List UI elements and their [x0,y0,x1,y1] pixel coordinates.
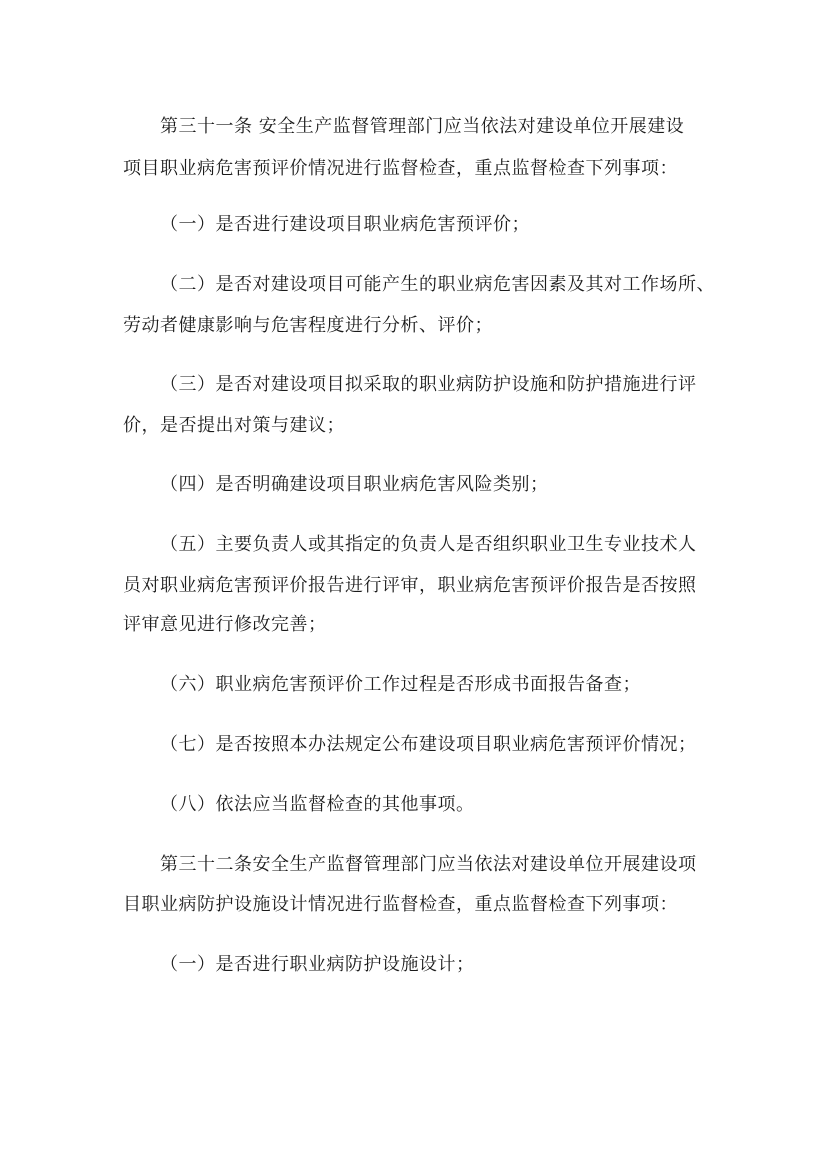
article-31-item-8: （八）依法应当监督检查的其他事项。 [160,794,475,815]
article-31-item-1: （一）是否进行建设项目职业病危害预评价； [160,214,530,235]
article-31-item-5-line-2: 员对职业病危害预评价报告进行评审，职业病危害预评价报告是否按照 [123,575,697,596]
article-31-heading-line-2: 项目职业病危害预评价情况进行监督检查，重点监督检查下列事项： [123,158,678,179]
article-31-item-2-line-2: 劳动者健康影响与危害程度进行分析、评价； [123,315,493,336]
article-31-item-2-line-1: （二）是否对建设项目可能产生的职业病危害因素及其对工作场所、 [160,274,715,295]
article-31-item-3-line-1: （三）是否对建设项目拟采取的职业病防护设施和防护措施进行评 [160,374,697,395]
article-31-item-5-line-1: （五）主要负责人或其指定的负责人是否组织职业卫生专业技术人 [160,534,697,555]
article-31-item-6: （六）职业病危害预评价工作过程是否形成书面报告备查； [160,674,641,695]
article-31-item-5-line-3: 评审意见进行修改完善； [123,614,327,635]
article-31-item-3-line-2: 价，是否提出对策与建议； [123,415,345,436]
article-31-item-4: （四）是否明确建设项目职业病危害风险类别； [160,474,549,495]
article-31-heading-line-1: 第三十一条 安全生产监督管理部门应当依法对建设单位开展建设 [160,116,685,137]
article-31-item-7: （七）是否按照本办法规定公布建设项目职业病危害预评价情况； [160,734,697,755]
article-32-item-1: （一）是否进行职业病防护设施设计； [160,954,475,975]
article-32-heading-line-2: 目职业病防护设施设计情况进行监督检查，重点监督检查下列事项： [123,894,678,915]
article-32-heading-line-1: 第三十二条安全生产监督管理部门应当依法对建设单位开展建设项 [160,854,697,875]
